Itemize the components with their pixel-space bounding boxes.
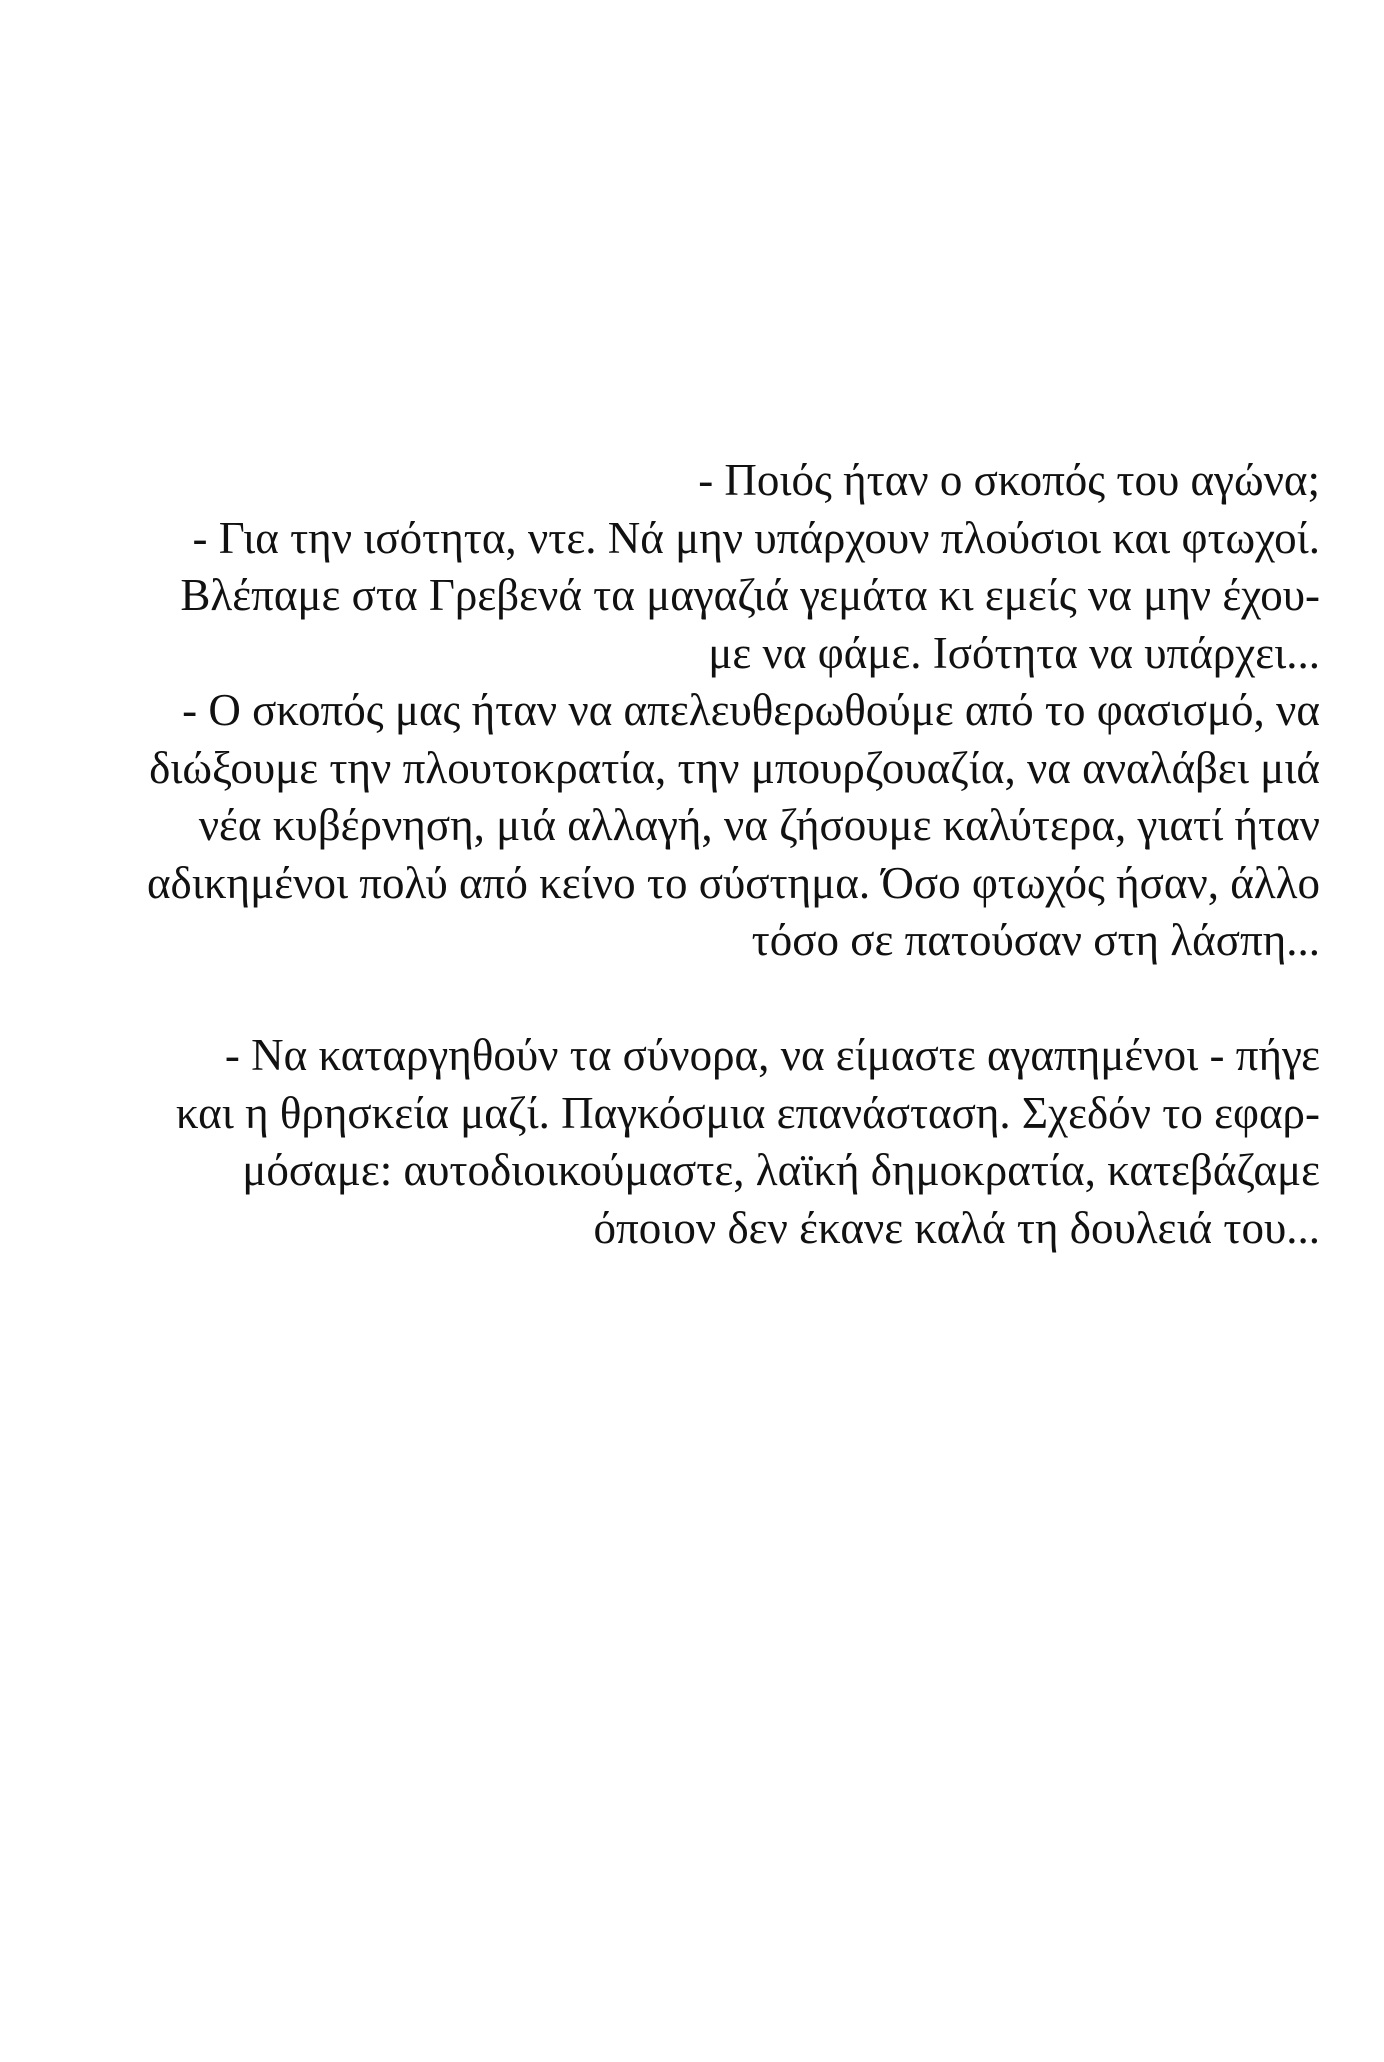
text-line: και η θρησκεία μαζί. Παγκόσμια επανάσταση. Σχεδόν το εφαρ-: [175, 1087, 1320, 1138]
text-line: όποιον δεν έκανε καλά τη δουλειά του...: [593, 1202, 1320, 1253]
text-line: - Ποιός ήταν ο σκοπός του αγώνα;: [698, 455, 1320, 505]
text-line: με να φάμε. Ισότητα να υπάρχει...: [708, 627, 1320, 678]
text-line: - Για την ισότητα, ντε. Νά μην υπάρχουν πλούσιοι και φτωχοί.: [192, 512, 1320, 563]
text-line: Βλέπαμε στα Γρεβενά τα μαγαζιά γεμάτα κι εμείς να μην έχου-: [180, 570, 1320, 620]
interview-text: [0, 452, 1320, 1257]
text-line: διώξουμε την πλουτοκρατία, την μπουρζουαζία, να αναλάβει μιά: [149, 742, 1320, 793]
text-line: τόσο σε πατούσαν στη λάσπη...: [751, 915, 1320, 965]
text-line: - Να καταργηθούν τα σύνορα, να είμαστε αγαπημένοι - πήγε: [224, 1030, 1320, 1080]
paragraph-gap: [0, 970, 1320, 1028]
text-line: νέα κυβέρνηση, μιά αλλαγή, να ζήσουμε καλύτερα, γιατί ήταν: [198, 800, 1320, 850]
text-line: - Ο σκοπός μας ήταν να απελευθερωθούμε από το φασισμό, να: [182, 685, 1320, 735]
text-line: μόσαμε: αυτοδιοικούμαστε, λαϊκή δημοκρατία, κατεβάζαμε: [242, 1145, 1320, 1195]
text-line: αδικημένοι πολύ από κείνο το σύστημα. Όσο φτωχός ήσαν, άλλο: [146, 857, 1320, 908]
